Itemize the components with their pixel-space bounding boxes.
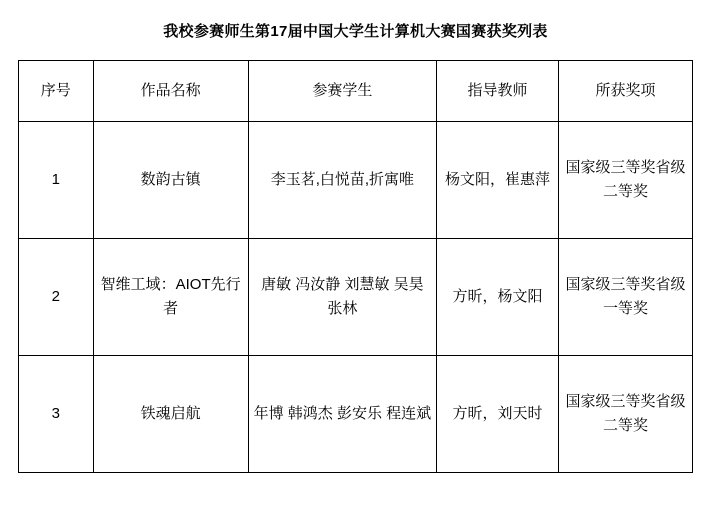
cell-work-name: 铁魂启航 <box>93 355 248 472</box>
award-table <box>18 60 693 473</box>
cell-award: 国家级三等奖省级二等奖 <box>558 355 692 472</box>
cell-teachers: 方昕，杨文阳 <box>437 238 559 355</box>
cell-work-name: 智维工域：AIOT先行者 <box>93 238 248 355</box>
table-body <box>19 121 693 472</box>
cell-no: 3 <box>19 355 94 472</box>
column-header-students: 参赛学生 <box>248 60 436 121</box>
cell-students: 年博 韩鸿杰 彭安乐 程连斌 <box>248 355 436 472</box>
table-row <box>19 121 693 238</box>
column-header-no: 序号 <box>19 60 94 121</box>
page-title: 我校参赛师生第17届中国大学生计算机大赛国赛获奖列表 <box>163 23 548 40</box>
table-row <box>19 238 693 355</box>
table-container <box>0 60 711 473</box>
cell-teachers: 方昕，刘天时 <box>437 355 559 472</box>
cell-no: 1 <box>19 121 94 238</box>
cell-teachers: 杨文阳，崔惠萍 <box>437 121 559 238</box>
cell-students: 李玉茗,白悦苗,折寓唯 <box>248 121 436 238</box>
cell-students: 唐敏 冯汝静 刘慧敏 吴昊 张林 <box>248 238 436 355</box>
cell-work-name: 数韵古镇 <box>93 121 248 238</box>
table-header <box>19 60 693 121</box>
table-header-row <box>19 60 693 121</box>
column-header-award: 所获奖项 <box>558 60 692 121</box>
cell-award: 国家级三等奖省级一等奖 <box>558 238 692 355</box>
column-header-teachers: 指导教师 <box>437 60 559 121</box>
table-row <box>19 355 693 472</box>
column-header-work: 作品名称 <box>93 60 248 121</box>
cell-award: 国家级三等奖省级二等奖 <box>558 121 692 238</box>
cell-no: 2 <box>19 238 94 355</box>
